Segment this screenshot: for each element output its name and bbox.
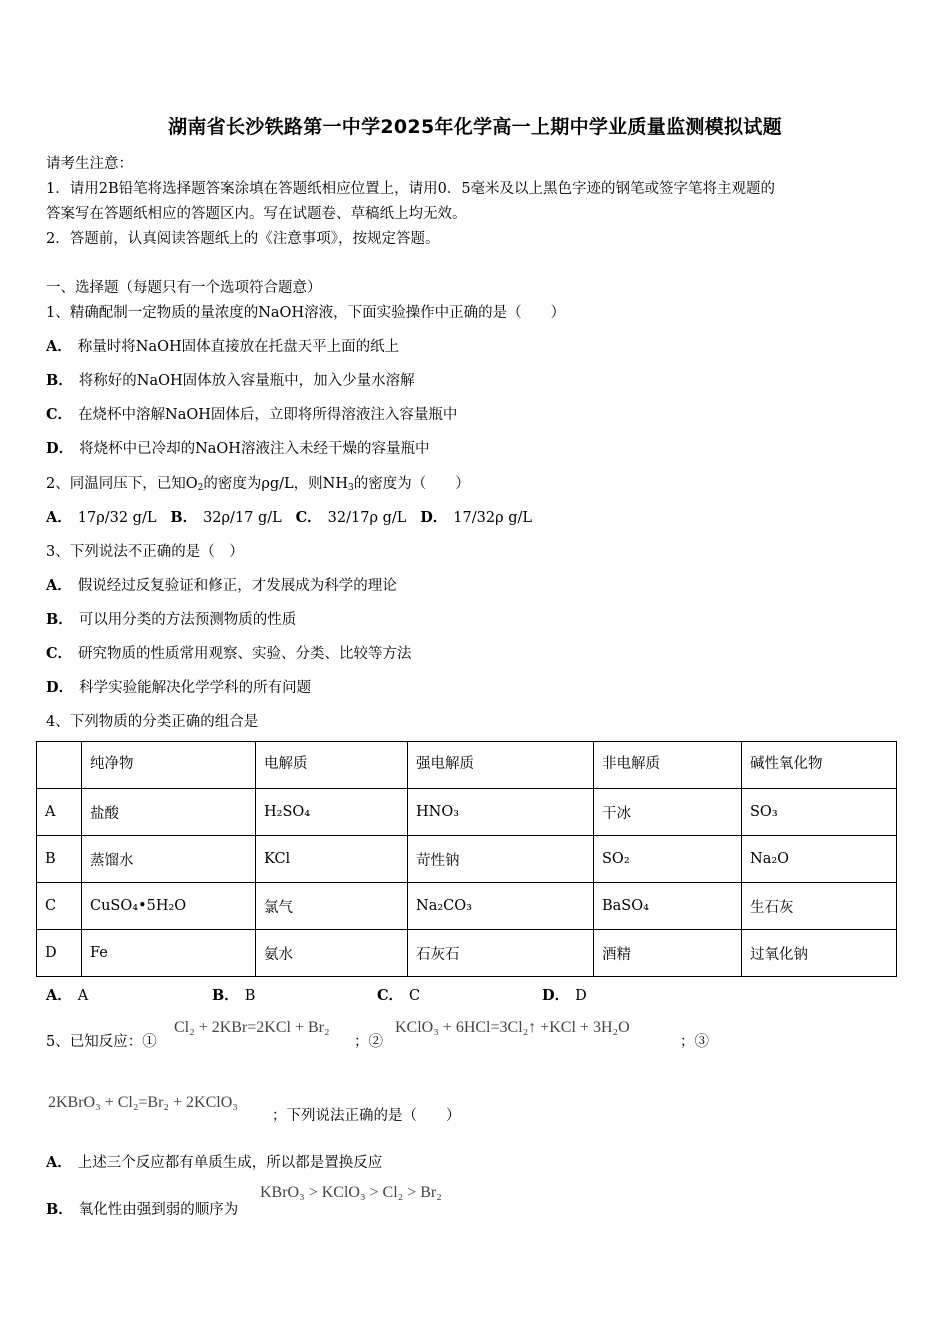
table-cell: Fe xyxy=(82,930,256,977)
table-header: 强电解质 xyxy=(408,742,594,789)
table-cell: HNO₃ xyxy=(408,789,594,836)
q4-option-a: A． A xyxy=(46,987,89,1004)
table-cell: 干冰 xyxy=(594,789,742,836)
table-cell: A xyxy=(37,789,82,836)
q1-option-b: B． 将称好的NaOH固体放入容量瓶中，加入少量水溶解 xyxy=(46,372,415,389)
q3-option-b: B． 可以用分类的方法预测物质的性质 xyxy=(46,611,297,628)
table-row xyxy=(37,883,897,930)
notice-line2: 2．答题前，认真阅读答题纸上的《注意事项》，按规定答题。 xyxy=(46,231,440,247)
q1-option-c: C． 在烧杯中溶解NaOH固体后，立即将所得溶液注入容量瓶中 xyxy=(46,406,458,423)
table-cell: H₂SO₄ xyxy=(256,789,408,836)
table-cell: SO₃ xyxy=(742,789,897,836)
notice-line1b: 答案写在答题纸相应的答题区内。写在试题卷、草稿纸上均无效。 xyxy=(46,206,467,222)
q4-stem: 4、下列物质的分类正确的组合是 xyxy=(46,714,259,730)
table-cell: 石灰石 xyxy=(408,930,594,977)
table-header: 纯净物 xyxy=(82,742,256,789)
table-cell: 苛性钠 xyxy=(408,836,594,883)
table-cell: BaSO₄ xyxy=(594,883,742,930)
table-cell: C xyxy=(37,883,82,930)
table-cell: 蒸馏水 xyxy=(82,836,256,883)
q3-option-d: D． 科学实验能解决化学学科的所有问题 xyxy=(46,679,312,696)
table-cell: 盐酸 xyxy=(82,789,256,836)
table-header: 碱性氧化物 xyxy=(742,742,897,789)
q5-equation-1: Cl₂ + 2KBr=2KCl + Br₂ xyxy=(174,1019,330,1036)
table-cell: 过氧化钠 xyxy=(742,930,897,977)
q3-option-c: C． 研究物质的性质常用观察、实验、分类、比较等方法 xyxy=(46,645,412,662)
q2-options: A． 17ρ/32 g/L B． 32ρ/17 g/L C． 32/17ρ g/L D． 17/32ρ g/L xyxy=(46,509,533,526)
page-title: 湖南省长沙铁路第一中学2025年化学高一上期中学业质量监测模拟试题 xyxy=(168,116,782,138)
q1-option-d: D． 将烧杯中已冷却的NaOH溶液注入未经干燥的容量瓶中 xyxy=(46,440,430,457)
q5-equation-2: KClO₃ + 6HCl=3Cl₂↑ +KCl + 3H₂O xyxy=(395,1019,630,1036)
table-header-row xyxy=(37,742,897,789)
q4-option-c: C． C xyxy=(377,987,421,1004)
q3-option-a: A． 假说经过反复验证和修正，才发展成为科学的理论 xyxy=(46,577,397,594)
table-cell: 氨水 xyxy=(256,930,408,977)
table-header: 电解质 xyxy=(256,742,408,789)
table-cell: B xyxy=(37,836,82,883)
q1-option-a: A． 称量时将NaOH固体直接放在托盘天平上面的纸上 xyxy=(46,338,400,355)
q4-option-b: B． B xyxy=(212,987,256,1004)
table-cell: 酒精 xyxy=(594,930,742,977)
q1-stem: 1、精确配制一定物质的量浓度的NaOH溶液，下面实验操作中正确的是（ ） xyxy=(46,305,566,321)
table-cell: KCl xyxy=(256,836,408,883)
table-row xyxy=(37,789,897,836)
q5-option-b-formula: KBrO₃ > KClO₃ > Cl₂ > Br₂ xyxy=(260,1184,442,1201)
notice-line1a: 1．请用2B铅笔将选择题答案涂填在答题纸相应位置上，请用0．5毫米及以上黑色字迹的钢笔或签字笔将主观题的 xyxy=(46,181,776,197)
classification-table xyxy=(36,741,897,977)
table-header xyxy=(37,742,82,789)
table-cell: D xyxy=(37,930,82,977)
table-row xyxy=(37,836,897,883)
table-cell: 氯气 xyxy=(256,883,408,930)
table-cell: 生石灰 xyxy=(742,883,897,930)
table-cell: CuSO₄•5H₂O xyxy=(82,883,256,930)
table-cell: Na₂CO₃ xyxy=(408,883,594,930)
q5-equation-3: 2KBrO₃ + Cl₂=Br₂ + 2KClO₃ xyxy=(48,1094,238,1111)
notice-heading: 请考生注意： xyxy=(46,156,133,172)
q5-stem-end: ；下列说法正确的是（ ） xyxy=(272,1108,461,1124)
q5-separator-2: ；③ xyxy=(680,1034,709,1050)
q4-option-d: D． D xyxy=(542,987,587,1004)
q2-stem: 2、同温同压下，已知$O_2$的密度为ρg/L，则$NH_3$的密度为（ ） xyxy=(46,476,470,493)
q3-stem: 3、下列说法不正确的是（ ） xyxy=(46,544,244,560)
table-row xyxy=(37,930,897,977)
section-heading: 一、选择题（每题只有一个选项符合题意） xyxy=(46,280,322,296)
q5-option-b: B． 氧化性由强到弱的顺序为 xyxy=(46,1201,239,1218)
table-header: 非电解质 xyxy=(594,742,742,789)
table-cell: SO₂ xyxy=(594,836,742,883)
q5-separator-1: ；② xyxy=(354,1034,383,1050)
q5-stem-start: 5、已知反应：① xyxy=(46,1034,157,1050)
q5-option-a: A． 上述三个反应都有单质生成，所以都是置换反应 xyxy=(46,1154,383,1171)
table-cell: Na₂O xyxy=(742,836,897,883)
